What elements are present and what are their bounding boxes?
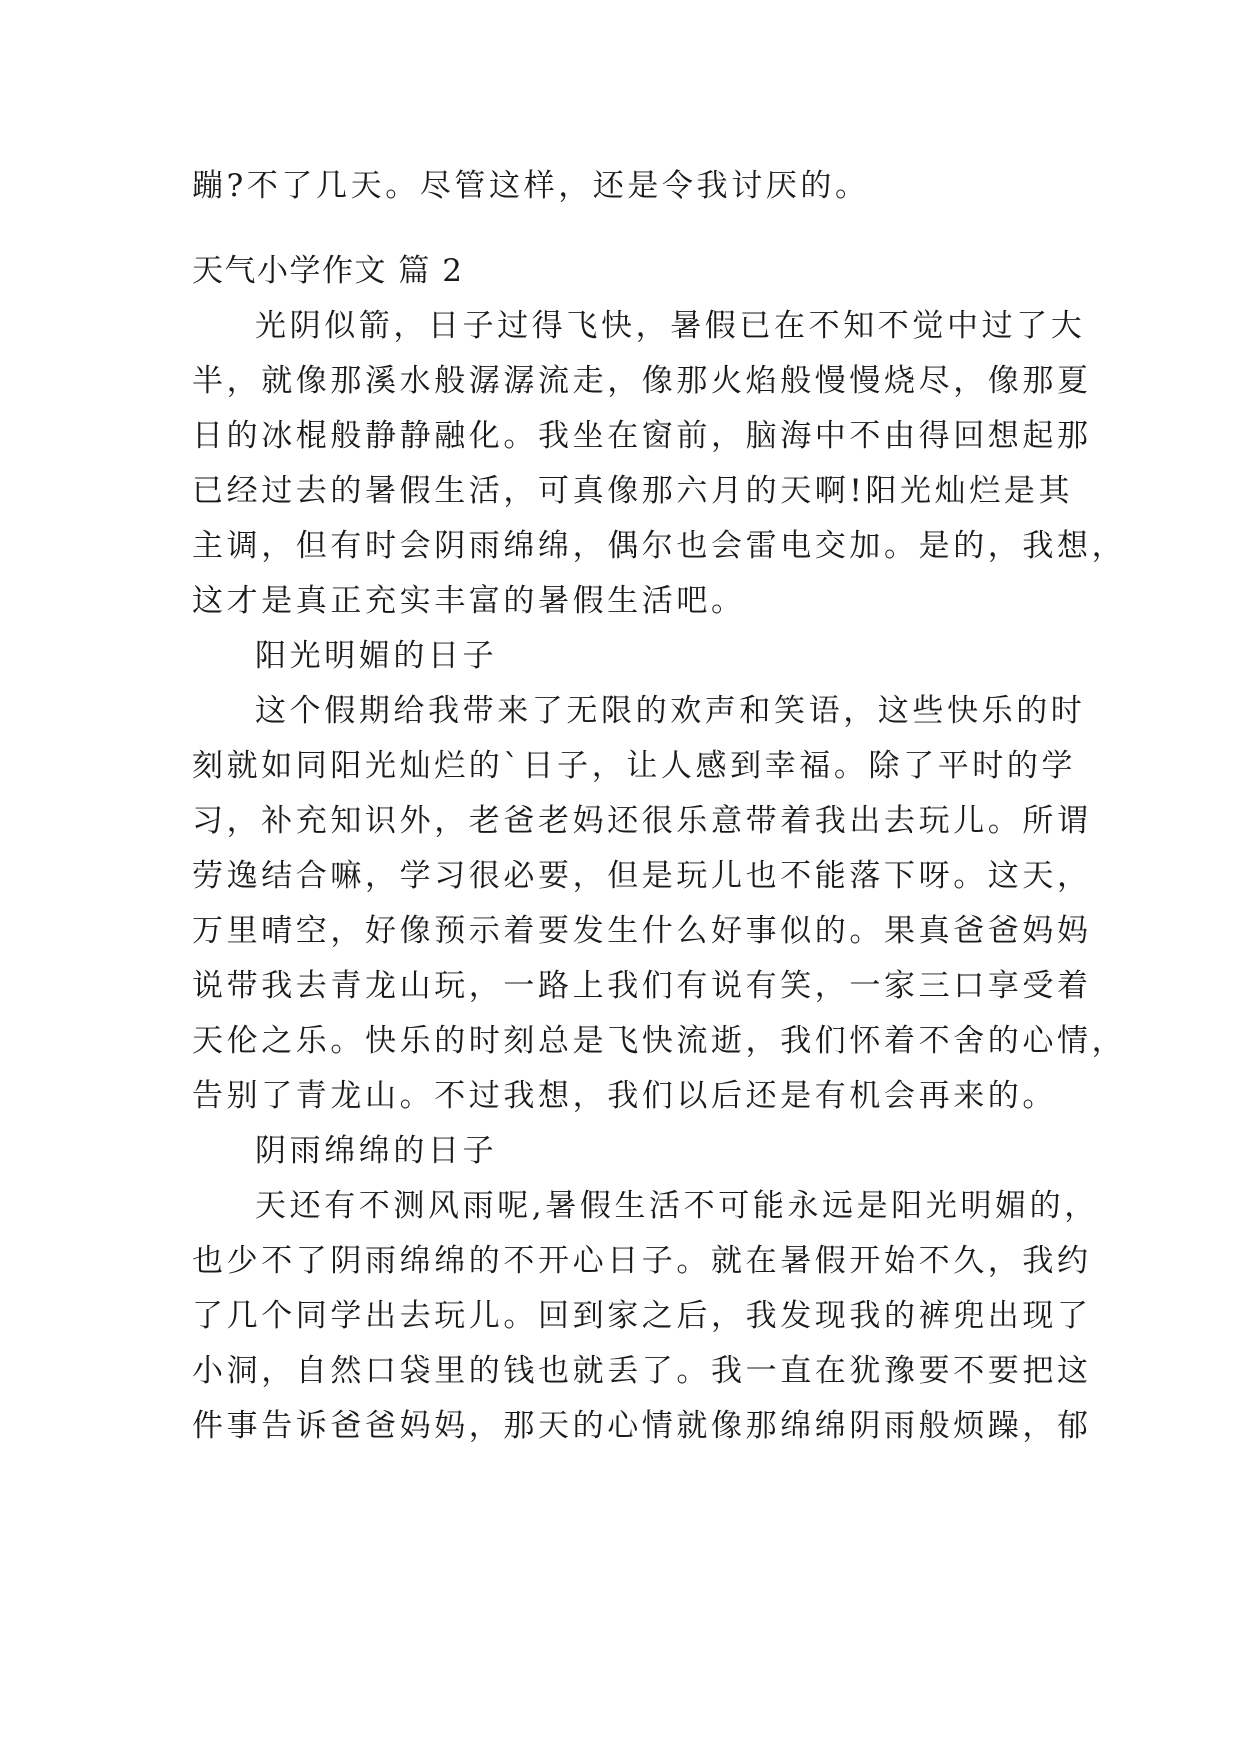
subheading: 阴雨绵绵的日子 [255,1133,498,1169]
paragraph-line: 这个假期给我带来了无限的欢声和笑语，这些快乐的时 [255,693,1086,729]
paragraph-line: 日的冰棍般静静融化。我坐在窗前，脑海中不由得回想起那 [192,418,1092,454]
paragraph-line: 已经过去的暑假生活，可真像那六月的天啊!阳光灿烂是其 [192,473,1074,509]
paragraph-line: 告别了青龙山。不过我想，我们以后还是有机会再来的。 [192,1078,1057,1114]
paragraph-line: 也少不了阴雨绵绵的不开心日子。就在暑假开始不久，我约 [192,1243,1092,1279]
section-title: 天气小学作文 篇 2 [192,253,464,289]
paragraph-line: 万里晴空，好像预示着要发生什么好事似的。果真爸爸妈妈 [192,913,1092,949]
paragraph-line: 半，就像那溪水般潺潺流走，像那火焰般慢慢烧尽，像那夏 [192,363,1092,399]
subheading: 阳光明媚的日子 [255,638,498,674]
paragraph-line: 这才是真正充实丰富的暑假生活吧。 [192,583,746,619]
paragraph-line: 说带我去青龙山玩，一路上我们有说有笑，一家三口享受着 [192,968,1092,1004]
paragraph-line: 光阴似箭，日子过得飞快，暑假已在不知不觉中过了大 [255,308,1086,344]
continuation-text: 蹦?不了几天。尽管这样，还是令我讨厌的。 [192,168,870,204]
paragraph-line: 主调，但有时会阴雨绵绵，偶尔也会雷电交加。是的，我想， [192,528,1127,564]
paragraph-line: 习，补充知识外，老爸老妈还很乐意带着我出去玩儿。所谓 [192,803,1092,839]
paragraph-line: 天还有不测风雨呢,暑假生活不可能永远是阳光明媚的， [255,1188,1099,1224]
paragraph-line: 刻就如同阳光灿烂的`日子，让人感到幸福。除了平时的学 [192,748,1077,784]
paragraph-line: 劳逸结合嘛，学习很必要，但是玩儿也不能落下呀。这天， [192,858,1092,894]
paragraph-line: 了几个同学出去玩儿。回到家之后，我发现我的裤兜出现了 [192,1298,1092,1334]
paragraph-line: 件事告诉爸爸妈妈，那天的心情就像那绵绵阴雨般烦躁，郁 [192,1408,1092,1444]
paragraph-line: 天伦之乐。快乐的时刻总是飞快流逝，我们怀着不舍的心情， [192,1023,1127,1059]
paragraph-line: 小洞，自然口袋里的钱也就丢了。我一直在犹豫要不要把这 [192,1353,1092,1389]
